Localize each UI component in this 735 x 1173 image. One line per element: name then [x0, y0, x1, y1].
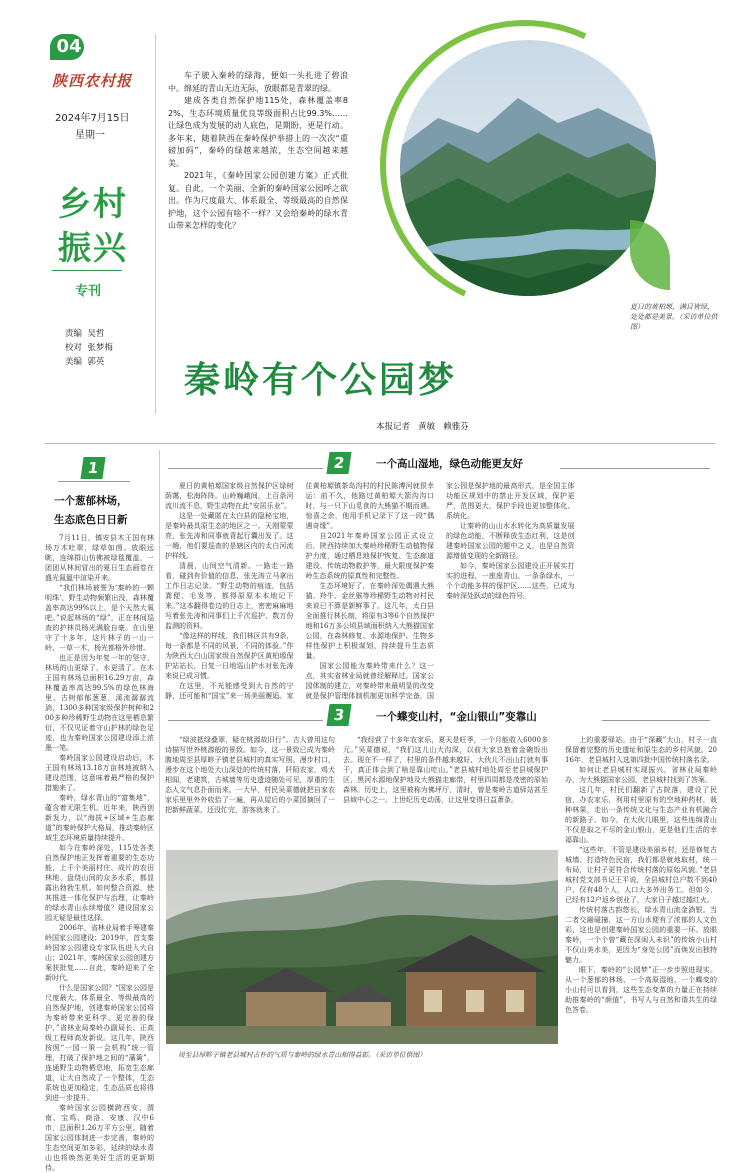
section2-title-rule — [168, 468, 323, 469]
section3-paragraph: 上的重要驿站。由于“深藏”大山，村子一直保留着完整的历史遗址和原生态的乡村风貌。2016年，老县城村入选第四批中国传统村落名录。 — [565, 736, 717, 764]
section2-paragraph: 让秦岭的山山水水转化为高质量发展的绿色动能，不断释放生态红利，这是创建秦岭国家公园的题中之义，也是自然资源增值变现的全新路径。 — [446, 522, 575, 560]
issue-date: 2024年7月15日 — [55, 113, 130, 124]
section3-paragraph: 眼下，秦岭的“公园梦”正一步步照进现实。从一个葱郁的林场、一个高原湿地、一个蝶变的小山村可以看到，这些生态变革的力量正在持续助推秦岭的“颜值”，书写人与自然和谐共生的绿色答卷。 — [565, 966, 717, 1014]
photo1-caption: 夏日的黄柏塬，满目皆绿，处处都是美景。（采访单位供图） — [630, 303, 718, 331]
section3-column-b — [343, 735, 548, 847]
village-photo — [166, 850, 558, 1044]
headline: 秦岭有个公园梦 — [184, 360, 458, 401]
section1-badge-underline — [58, 481, 130, 482]
section2-paragraph: 夏日的黄柏塬国家级自然保护区绿树荫霭，松海阵阵。山岭巍峨间，上百条河流川流不息，野生动物在此“安居乐业”。 — [165, 482, 294, 510]
section1-title-line2: 生态底色日日新 — [54, 514, 128, 526]
section1-body — [45, 533, 154, 1172]
section2-paragraph: 国家公园能为秦岭带来什么？这一点，其实省林业局就曾经解释过。国家公园体制的建立，对秦岭带来最明显的改变就是保护管理体制机制更加科学完备，国家公园是保护地的最高形式，是全国主体功能区规划中的禁止开发区域，保护更严，范围更大，保护手段也更加整体化、系统化。 — [305, 482, 575, 700]
left-column-divider — [155, 34, 156, 414]
column-divider — [52, 270, 122, 271]
lead-text — [168, 70, 348, 250]
section2-title: 一个高山湿地，绿色动能更友好 — [376, 458, 523, 470]
lead-paragraph: 建成各类自然保护地115处，森林覆盖率82%，生态环境质量优良等级面积占比99.3%……让绿色成为发展的动人底色，是期盼，更是行动。多年来，随着陕西在秦岭保护举措上的一次次“重磅加码”，秦岭的绿越来越浓，生态空间越来越美。 — [168, 96, 348, 168]
column-subtitle: 专刊 — [75, 284, 102, 299]
section3-paragraph: 这几年，村民们翻新了古院落，建设了民宿，办农家乐，利用村里原有的空地种药材，栽种林果，走出一条传统文化与生态产业有机融合的新路子。如今，在大伙儿眼里，这些连绵青山不仅是取之不尽的金山银山，更是他们生活的幸福靠山。 — [565, 786, 717, 844]
section1-paragraph: 也正是因为年复一年的坚守，林场的山更绿了，水更清了。在木王国有林场总面积16.29万亩，森林覆盖率高达99.5%的绿色林海里，古树郁郁葱葱，溪流潺潺流淌，1300多种国家级保护树种和200多种珍稀野生动物在这里栖息繁衍，不仅见证着守山护林的绿色足迹，也为秦岭国家公园建设添上浓墨一笔。 — [45, 654, 154, 752]
headline-divider — [45, 443, 715, 444]
issue-weekday: 星期一 — [75, 130, 105, 141]
lead-paragraph: 2021年，《秦岭国家公园创建方案》正式批复。自此，一个美丽、全新的秦岭国家公园呼之欲出。作为尺度最大、体系最全、等级最高的自然保护地，这个公园有啥不一样？又会给秦岭的绿水青山带来怎样的变化？ — [168, 171, 348, 230]
section1-paragraph: 什么是国家公园？“国家公园是尺度最大、体系最全、等级最高的自然保护地，创建秦岭国家公园将为秦岭带来更科学、更完善的保护，”省林业局秦岭办副局长、正高级工程师高发新说。这几年，陕西按照“一园一策一会机构”统一管理，打破了保护地之间的“藩篱”，连通野生动物栖息地，拓宽生态廊道，让大自然成了一个整体，生态系统也更加稳定，生态品质也将得到进一步提升。 — [45, 984, 154, 1102]
section3-paragraph: 如何让老县城村实现振兴，省林业局秦岭办，为大熊猫国家公园，老县城村找到了答案。 — [565, 766, 717, 784]
byline: 本报记者 黄敏 赖雅芬 — [376, 422, 469, 432]
section3-column-a — [165, 735, 335, 847]
section3-paragraph: “绿波抵绿叠翠，疑在桃源故旧行”。古人曾用这句诗描写世外桃源般的景致。如今，这一景致已成为秦岭腹地周至县厚畛子镇老县城村的真实写照。漫步村口，漫步在这个地处大山深处的传统村落，阡陌农家，鸡犬相闻，老建筑，古城墙等历史遗迹随处可见，厚重的生态人文气息扑面而来。一大早，村民吴菜德就把自家农家乐里里外外收拾了一遍，再从屋后的小菜园摘回了一把新鲜蔬菜，还没忙完，游客就来了。 — [165, 736, 335, 814]
lead-paragraph: 车子驶入秦岭的绿海，便如一头扎进了碧浪中。绵延的青山无边无际，放眼都是青翠的绿。 — [168, 71, 348, 93]
section3-paragraph: “这些年，不管是建设美丽乡村，还是修复古城墙、打造特色民宿，我们都是就地取材，统一布局，让村子更符合传统村落的原始风貌。”老县城村党支部书记王平说，全县城村总户数不到40户、仅有48个人，人口大多外出务工。但如今，已经有12户返乡创业了，大家日子越过越红火。 — [565, 846, 717, 904]
section1-paragraph: 秦岭国家公园横跨西安、渭南、宝鸡、商洛、安康、汉中6市，总面积1.26万平方公里。随着国家公园体制进一步完善，秦岭的生态空间更加多彩，延续的绿水青山也将焕然更美好生活的更新期待。 — [45, 1104, 154, 1172]
section3-column-c — [565, 735, 717, 1061]
column-title-line2: 振兴 — [58, 228, 128, 267]
section3-paragraph: 传统村落古韵悠长，绿水青山流金淌银。当二者交融碰撞，这一方山水便有了浓郁的人文色彩，这也是创建秦岭国家公园的重要一环。放眼秦岭，一个个曾“藏在深闺人未识”的传统小山村不仅山美水美，更因为“身处公园”而焕发出独特魅力。 — [565, 906, 717, 964]
section1-number-badge: 1 — [80, 457, 105, 479]
proofreader-credit: 校对 张梦梅 — [65, 343, 113, 353]
section1-column-divider — [159, 450, 160, 1065]
photo2-caption: 周至县厚畛子镇老县城村古朴的气质与秦岭的绿水青山相得益彰。（采访单位供图） — [178, 1051, 427, 1059]
section2-body — [165, 481, 715, 703]
section2-paragraph: 如今，秦岭国家公园建设正开展实打实的进程，一座座青山、一条条绿水，一个个动能多样的保护区……这些，已成为秦岭深处跃动的绿色符号。 — [446, 562, 575, 600]
section2-title-rule-right — [560, 468, 710, 469]
section1-paragraph: 2006年，省林业局着手筹建秦岭国家公园建设；2019年，首支秦岭国家公园建设专家队伍进入大自山；2021年，秦岭国家公园创建方案获批复……自此，秦岭迎来了全新时代。 — [45, 924, 154, 982]
page-number: 04 — [56, 36, 82, 57]
section3-title-rule — [168, 720, 323, 721]
section1-paragraph: 秦岭，绿水青山的“富集地”，蕴含着无限生机。近年来，陕西创新发力，以“海拔+区域+生态廊道”的秦岭保护大格局，推动秦岭区域生态环境质量持续提升。 — [45, 794, 154, 842]
section3-title: 一个蝶变山村，“金山银山”变靠山 — [376, 711, 537, 723]
section2-paragraph: 在这里，不光能感受到大自然的宁静，还可能和“国宝”来一场美丽邂逅。家住黄柏塬镇茶岛沟村的村民陈溥河就很幸运：前不久，他路过黄柏塬大箭沟沟口时，与一只下山觅食的大熊猫不期而遇。惊喜之余，他用手机记录下了这一段“偶遇奇缘”。 — [165, 482, 434, 700]
section2-paragraph: “像这样的样线，我们林区共有9条，每一条都是不同的风景，不同的体验。”作为陕西太白山国家级自然保护区黄柏塬保护站站长，日复一日地巡山护水对张先涛来说已成习惯。 — [165, 632, 294, 680]
section2-paragraph: 生态环境好了，在秦岭深处偶遇大熊猫、羚牛、金丝猴等珍稀野生动物对村民来说已不算是新鲜事了。这几年，太白县全面推行林长制，将原有3等6个自然保护地和16万多公顷县域面积纳入大熊猫国家公园，在森林修复、水源地保护、生物多样性保护上积极谋划，持续提升生态质量。 — [305, 582, 434, 660]
column-title-line1: 乡村 — [58, 184, 128, 223]
paper-logo: 陕西农村报 — [52, 72, 133, 90]
section3-title-rule-right — [602, 720, 710, 721]
section1-paragraph: 7月11日，镇安县木王国有林场万木吐翠，绿草如茵。放眼远眺，连绵群山仿佛被绿毯覆盖，一团团从林间冒出的夏日生态画卷在盛光氤氲中渲染开来。 — [45, 534, 154, 582]
section1-paragraph: “我们林场被誉为‘秦岭的一颗明珠’，野生动物频繁出没，森林覆盖率高达99%以上，是个天然大氧吧。”说起林场的“绿”，正在林间巡查的护林员杨光满脸自豪。在山里守了十多年，这片林子的一山一岭、一草一木，杨光都格外珍惜。 — [45, 584, 154, 652]
section1-paragraph: 如今在秦岭深处，115处各类自然保护地正发挥着重要的生态功能，上千个美丽村庄、成片的农田林地、盘绕山间的众多水系，都显露出勃勃生机。如何整合资源，使其推进一体化保护与治理，让秦岭的绿水青山永续增值？建设国家公园无疑是最佳选择。 — [45, 844, 154, 922]
section2-paragraph: 这是一处藏匿在太白县的隐秘宝地，是秦岭最具原生态的地区之一。天刚蒙蒙亮，张先涛和同事就背起行囊出发了。这一趟，他们要巡查的是辖区内的太白河流护样线。 — [165, 512, 294, 560]
section1-paragraph: 秦岭国家公园建设启动后，木王国有林场13.18万亩林地被纳入建设范围，这意味着最严格的保护措施来了。 — [45, 754, 154, 792]
section2-paragraph: 自2021年秦岭国家公园正式设立后，陕西持续加大秦岭珍稀野生动植物保护力度，通过栖息地保护恢复、生态廊道建设、传统动物救护等，最大限度保护秦岭生态系统的原真性和完整性。 — [305, 532, 434, 580]
section2-number-badge: 2 — [326, 452, 351, 474]
section3-paragraph: “我经营了十多年农家乐，夏天是旺季，一个月能收入6000多元。”吴菜德说，“我们这儿山大沟深，以前大家总抱着金碗饭出去。现在不一样了，村里的条件越来越好，大伙儿不出山打就有事干，真正体会到了啥是靠山吃山。”老县城村地处周至老县城保护区，黑河水源地保护地及大熊猫走廊带，村里四周都是茂密的原始森林。历史上，这里被称为佛坪厅，清时，曾是秦岭古道驿站甚至县域中心之一。上世纪历史动荡，让这里变得日益萧条。 — [343, 736, 548, 804]
section3-number-badge: 3 — [326, 704, 351, 726]
section2-paragraph: 清晨，山间空气清新。一路走一路看，碰到有价值的信息，张先涛立马拿出工作日志记录。“野生动物的痕迹，包括粪便、毛发等，都得原原本本地记下来。”这本翻得卷边的日志上，密密麻麻地写着张先涛和同事们上千次巡护、数万份监测的资料。 — [165, 562, 294, 630]
designer-credit: 美编 郭英 — [65, 357, 105, 367]
section1-title-line1: 一个葱郁林场， — [54, 495, 128, 507]
mountain-landscape-photo — [398, 38, 658, 298]
editor-credit: 责编 吴哲 — [65, 329, 105, 339]
